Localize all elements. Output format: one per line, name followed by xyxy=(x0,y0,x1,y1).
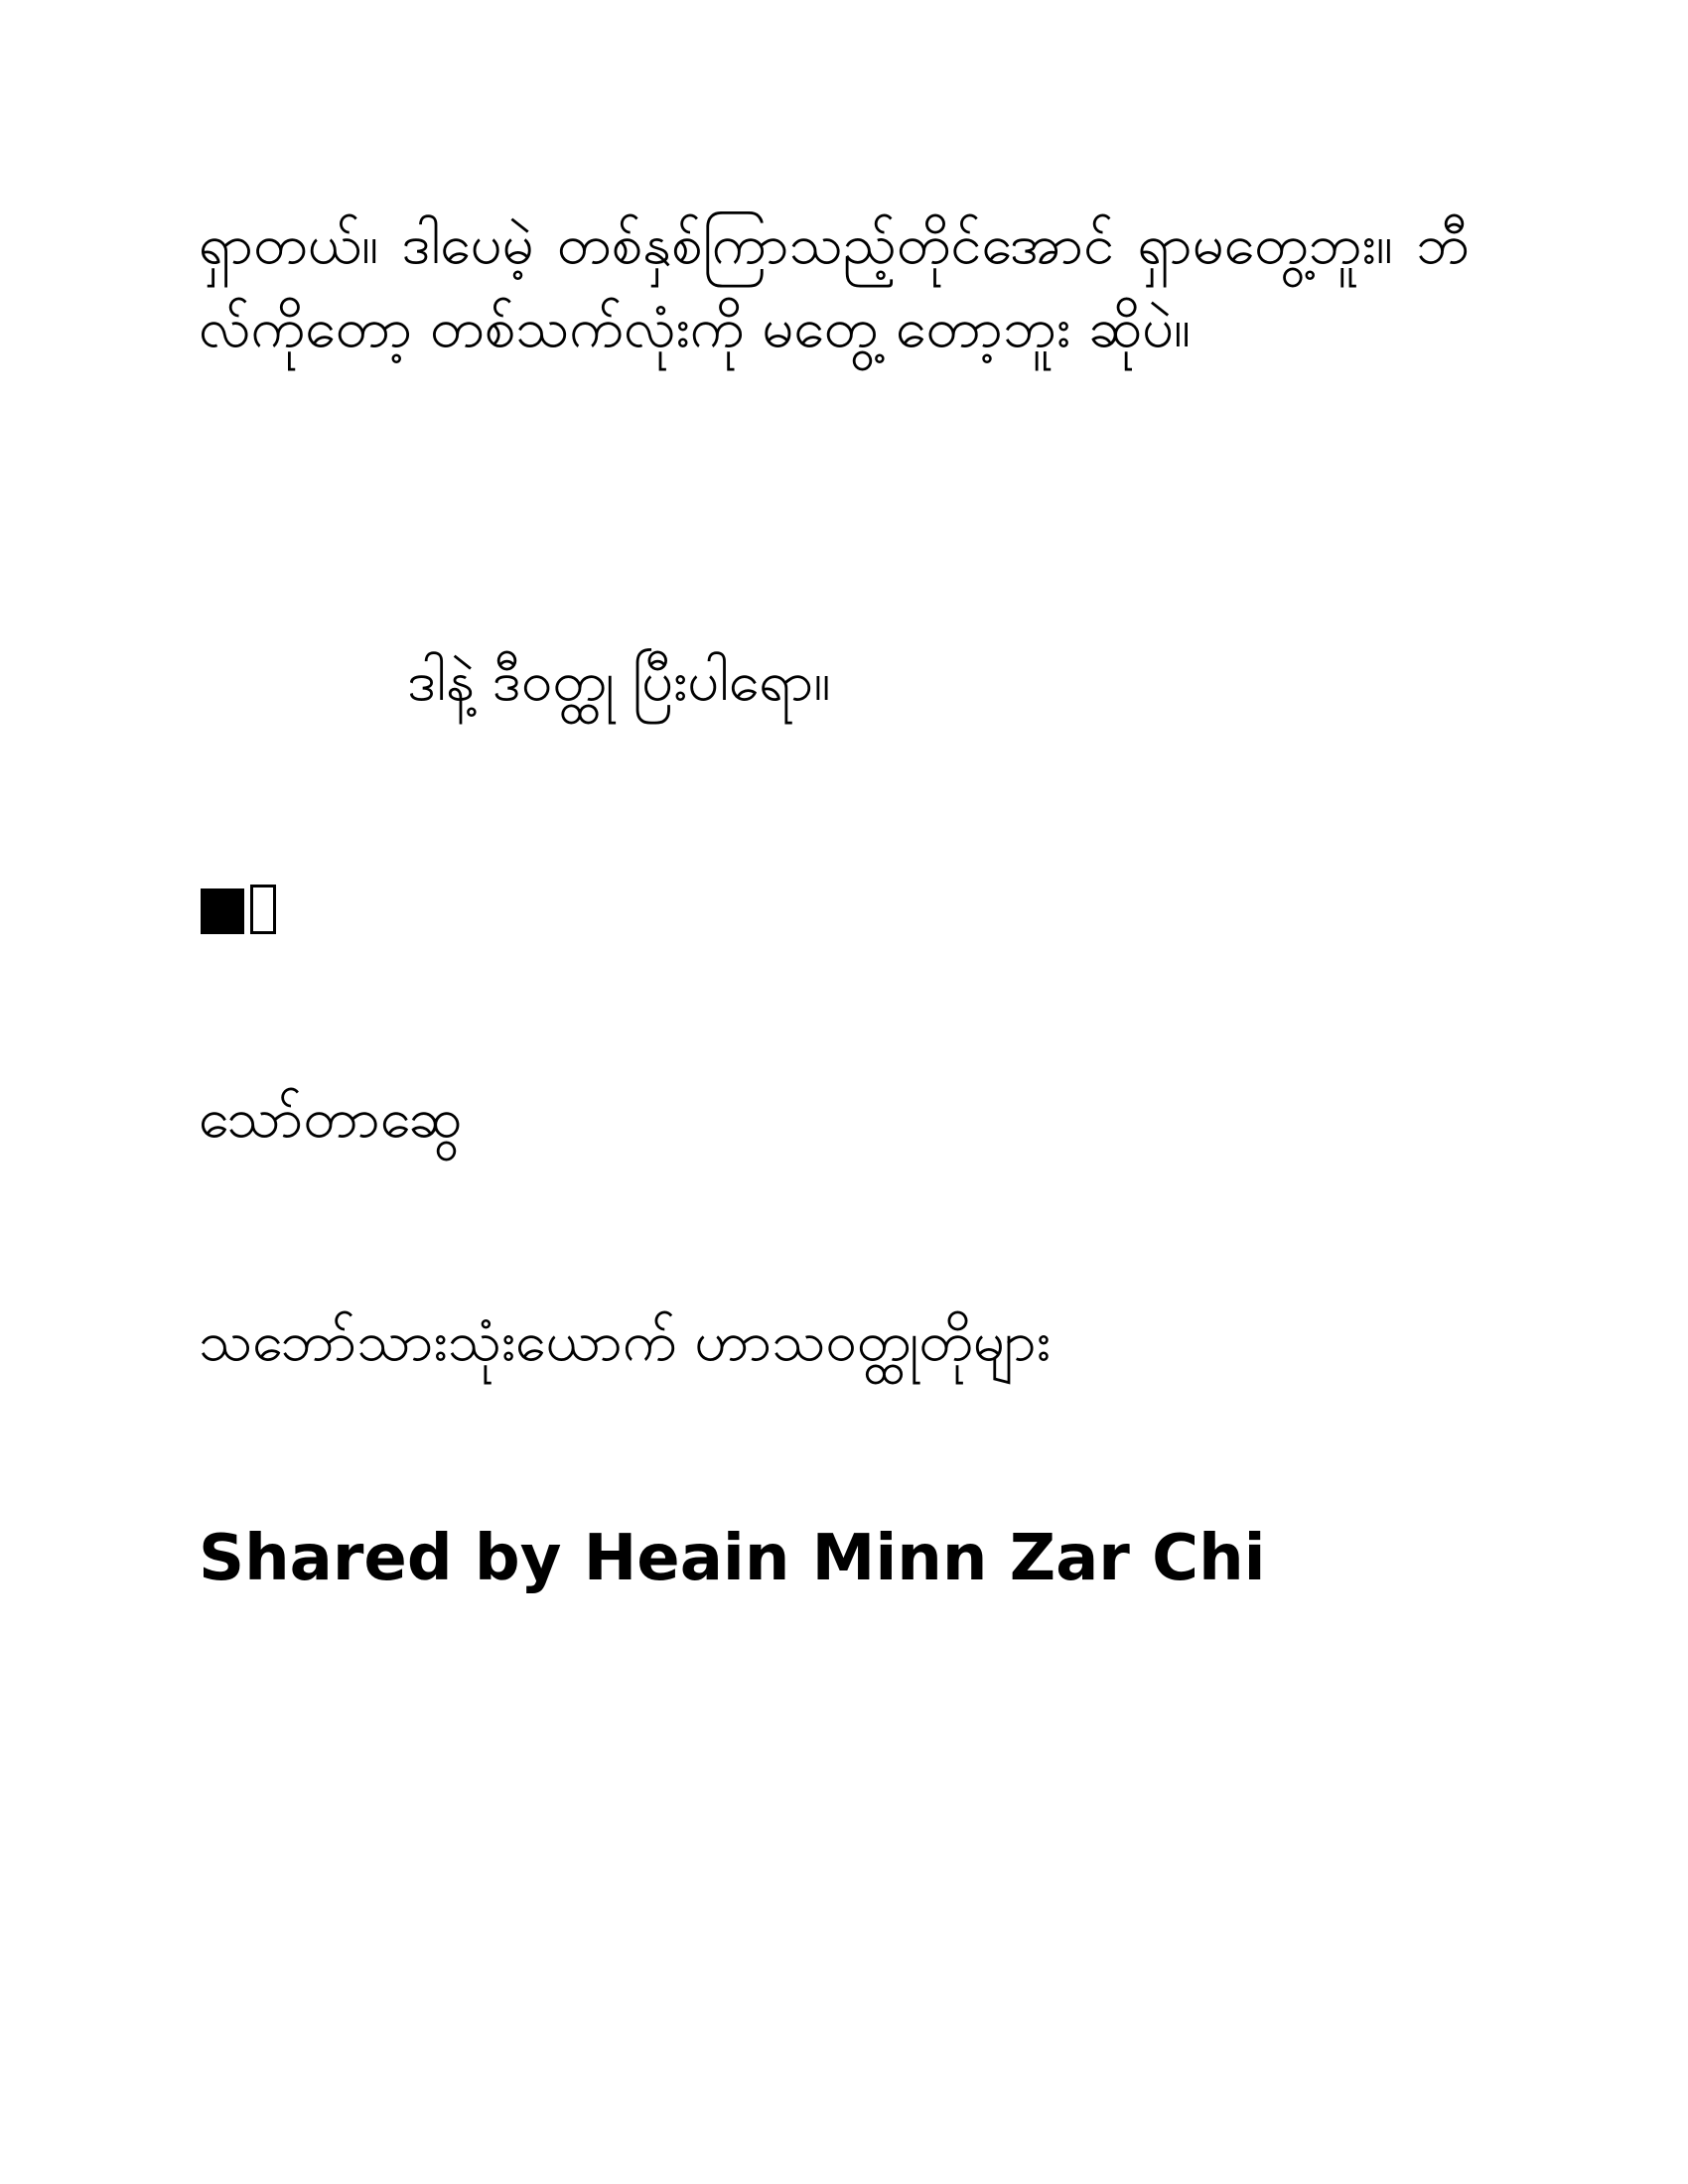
shared-by-credit: Shared by Heain Minn Zar Chi xyxy=(199,1522,1266,1595)
empty-box-glyph xyxy=(250,885,276,934)
body-paragraph: ရှာတယ်။ ဒါပေမဲ့ တစ်နှစ်ကြာသည့်တိုင်အောင် ရှာမတွေ့ဘူး။ ဘီလ်ကိုတော့ တစ်သက်လုံးကို မတွေ့ တော့ဘူး ဆိုပဲ။ xyxy=(199,212,1470,360)
author-name: သော်တာဆွေ xyxy=(199,1086,463,1151)
missing-glyph-marks xyxy=(201,877,276,934)
closing-line: ဒါနဲ့ ဒီဝတ္ထု ပြီးပါရော။ xyxy=(407,649,831,714)
filled-square-glyph xyxy=(201,888,244,934)
book-title: သဘော်သားသုံးယောက် ဟာသဝတ္ထုတိုများ xyxy=(199,1309,1052,1374)
